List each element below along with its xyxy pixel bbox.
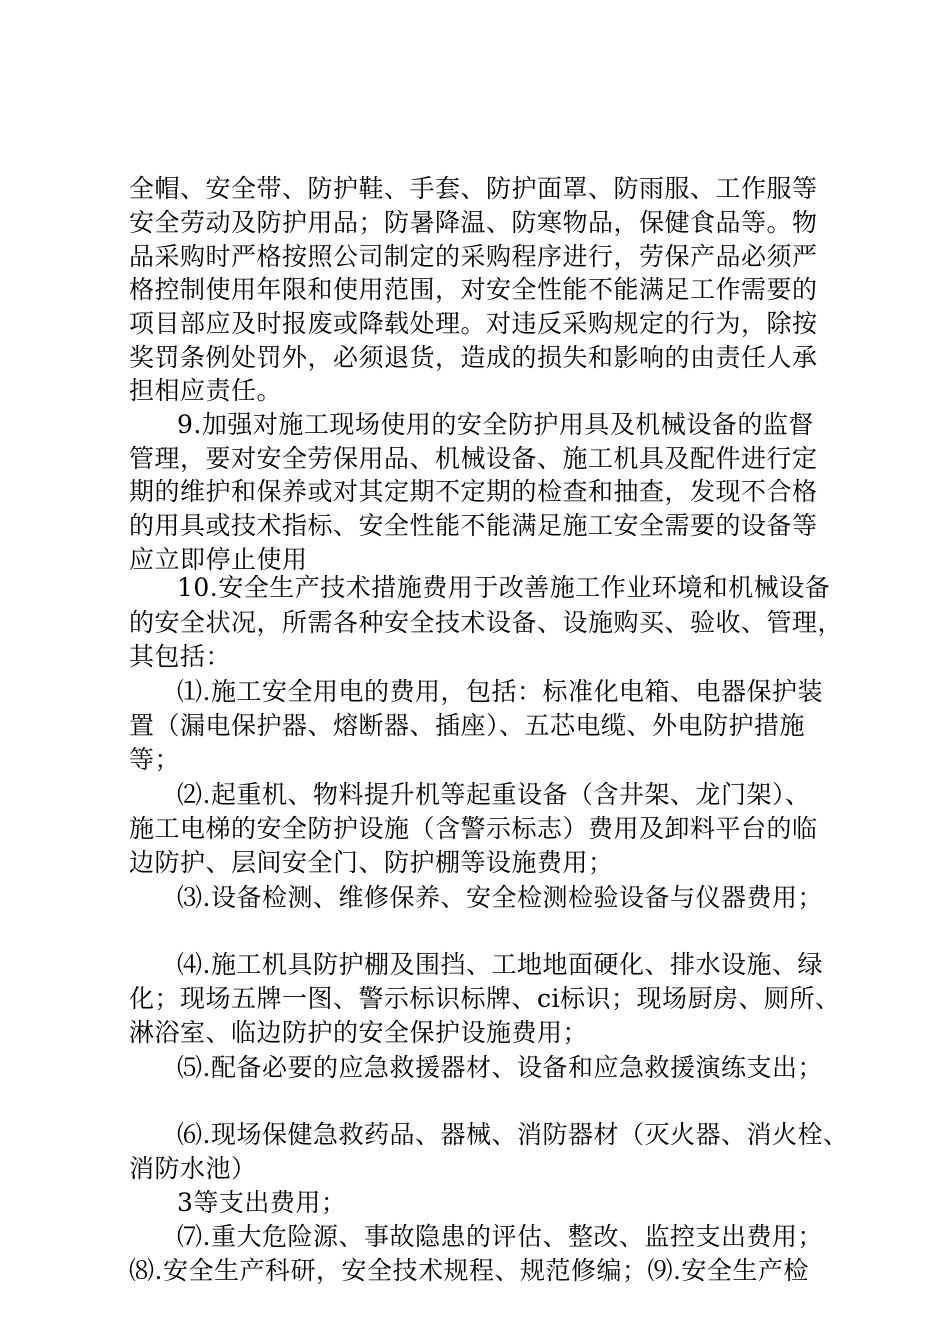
item-7: ⑺.重大危险源、事故隐患的评估、整改、监控支出费用； xyxy=(177,1222,823,1251)
text-line: 淋浴室、临边防护的安全保护设施费用； xyxy=(129,1018,589,1047)
text-line: 的用具或技术指标、安全性能不能满足施工安全需要的设备等 xyxy=(129,511,818,540)
item-4-start: ⑷.施工机具防护棚及围挡、工地地面硬化、排水设施、绿 xyxy=(177,950,823,979)
paragraph-9-start: 9.加强对施工现场使用的安全防护用具及机械设备的监督 xyxy=(177,410,814,439)
text-line: 格控制使用年限和使用范围，对安全性能不能满足工作需要的 xyxy=(129,275,818,304)
text-line: 置（漏电保护器、熔断器、插座）、五芯电缆、外电防护措施 xyxy=(129,711,806,740)
text-line: 的安全状况，所需各种安全技术设备、设施购买、验收、管理， xyxy=(129,608,844,637)
text-line: 担相应责任。 xyxy=(129,376,283,405)
text-line: 边防护、层间安全门、防护棚等设施费用； xyxy=(129,848,614,877)
item-2-start: ⑵.起重机、物料提升机等起重设备（含井架、龙门架）、 xyxy=(177,780,811,809)
text-line: 管理，要对安全劳保用品、机械设备、施工机具及配件进行定 xyxy=(129,444,818,473)
text-line: 项目部应及时报废或降载处理。对违反采购规定的行为，除按 xyxy=(129,309,818,338)
text-line: 3等支出费用； xyxy=(177,1188,347,1217)
text-line: 其包括： xyxy=(129,642,232,671)
text-line: 品采购时严格按照公司制定的采购程序进行，劳保产品必须严 xyxy=(129,242,818,271)
item-3: ⑶.设备检测、维修保养、安全检测检验设备与仪器费用； xyxy=(177,883,823,912)
item-6-start: ⑹.现场保健急救药品、器械、消防器材（灭火器、消火栓、 xyxy=(177,1120,849,1149)
text-line: 应立即停止使用 xyxy=(129,545,308,574)
text-line: 化；现场五牌一图、警示标识标牌、ci标识；现场厨房、厕所、 xyxy=(129,984,841,1013)
text-line: 消防水池） xyxy=(129,1154,257,1183)
text-line: 全帽、安全带、防护鞋、手套、防护面罩、防雨服、工作服等 xyxy=(129,174,818,203)
item-1-start: ⑴.施工安全用电的费用，包括：标准化电箱、电器保护装 xyxy=(177,677,823,706)
item-5: ⑸.配备必要的应急救援器材、设备和应急救援演练支出； xyxy=(177,1053,823,1082)
text-line: 安全劳动及防护用品；防暑降温、防寒物品，保健食品等。物 xyxy=(129,208,818,237)
text-line: 施工电梯的安全防护设施（含警示标志）费用及卸料平台的临 xyxy=(129,814,818,843)
text-line: 期的维护和保养或对其定期不定期的检查和抽查，发现不合格 xyxy=(129,477,818,506)
text-line: 奖罚条例处罚外，必须退货，造成的损失和影响的由责任人承 xyxy=(129,343,818,372)
text-line: 等； xyxy=(129,745,181,774)
item-8-9: ⑻.安全生产科研，安全技术规程、规范修编；⑼.安全生产检 xyxy=(129,1256,809,1285)
paragraph-10-start: 10.安全生产技术措施费用于改善施工作业环境和机械设备 xyxy=(177,573,831,602)
